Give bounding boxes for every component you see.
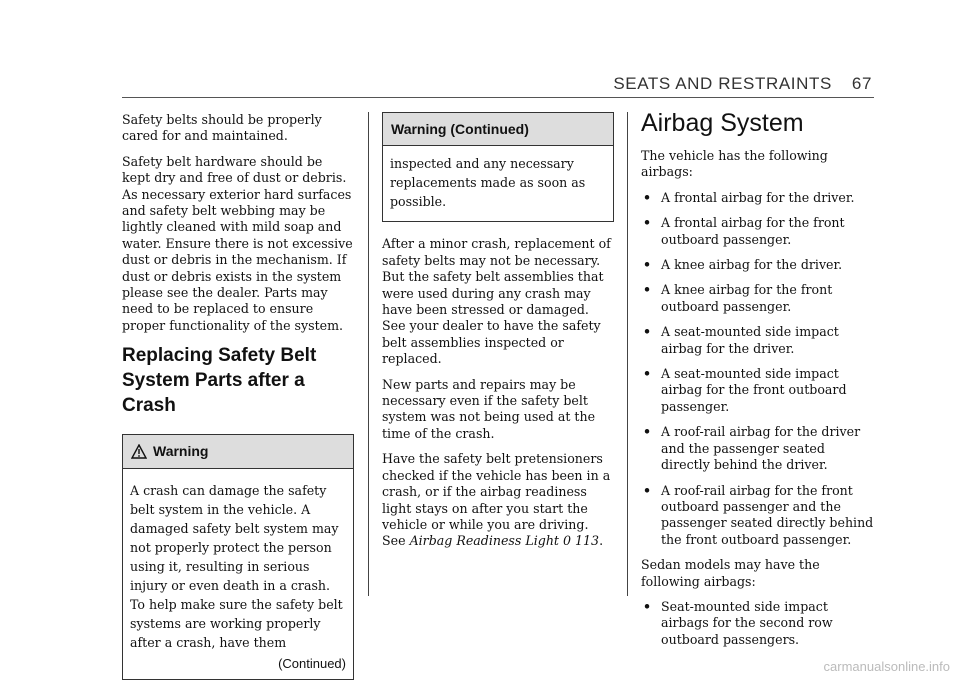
- warning-body: [123, 469, 353, 679]
- list-item: [641, 366, 877, 415]
- paragraph: After a minor crash, replacement of safety belts may not be necessary. But the safety belt assemblies that were used during any crash may have been stressed or damaged. See your dealer to have the safety belt assemblies inspected or replaced.: [382, 236, 611, 367]
- list-item-text: A roof-rail airbag for the driver and the passenger seated directly behind the driver.: [661, 424, 861, 473]
- paragraph: [382, 451, 614, 549]
- warning-box-continued: [382, 112, 614, 222]
- warning-body: [383, 146, 613, 221]
- sedan-airbag-list: [641, 599, 877, 648]
- bullet: •: [643, 424, 652, 440]
- page-number: 67: [851, 74, 872, 93]
- paragraph: Sedan models may have the following airbags:: [641, 557, 820, 589]
- watermark: carmanualsonline.info: [823, 659, 950, 674]
- header-rule: [122, 97, 874, 98]
- list-item: [641, 215, 877, 248]
- column-divider-2: [627, 112, 628, 596]
- warning-text: A crash can damage the safety belt system in the vehicle. A damaged safety belt system may not properly protect the person using it, resulting in serious injury or even death in a crash. To help make sure the safety belt systems are working properly after a crash, have them: [130, 482, 343, 650]
- list-item: [641, 599, 877, 648]
- list-item-text: A frontal airbag for the front outboard passenger.: [661, 215, 845, 247]
- column-2: [382, 112, 614, 559]
- warning-triangle-icon: [131, 444, 147, 459]
- section-heading: Airbag System: [641, 109, 804, 137]
- list-item-text: A seat-mounted side impact airbag for the driver.: [661, 324, 839, 356]
- list-item-text: A seat-mounted side impact airbag for the front outboard passenger.: [661, 366, 847, 414]
- list-item: [641, 190, 877, 206]
- bullet: •: [643, 257, 652, 273]
- paragraph: The vehicle has the following airbags:: [641, 148, 828, 180]
- column-3: [641, 109, 877, 657]
- warning-title: Warning: [153, 443, 209, 460]
- airbag-list: [641, 190, 877, 548]
- list-item: [641, 483, 877, 549]
- paragraph: Safety belt hardware should be kept dry and free of dust or debris. As necessary exterior hard surfaces and safety belt webbing may be lightly cleaned with mild soap and water. Ensure there is not excessive dust or debris in the mechanism. If dust or debris exists in the system please see the dealer. Parts may need to be replaced to ensure proper functionality of the system.: [122, 153, 353, 333]
- list-item: [641, 324, 877, 357]
- list-item: [641, 424, 877, 473]
- paragraph-text: Have the safety belt pretensioners checked if the vehicle has been in a crash, or if the airbag readiness light stays on after you start the vehicle or while you are driving. See: [382, 451, 611, 549]
- warning-title: Warning (Continued): [391, 121, 529, 137]
- list-item-text: Seat-mounted side impact airbags for the second row outboard passengers.: [661, 598, 833, 647]
- list-item-text: A frontal airbag for the driver.: [661, 189, 855, 205]
- warning-header: [383, 113, 613, 146]
- warning-box: [122, 434, 354, 679]
- bullet: •: [643, 215, 652, 231]
- bullet: •: [643, 189, 652, 205]
- list-item: [641, 257, 877, 273]
- cross-reference-page[interactable]: 0 113: [563, 533, 600, 549]
- paragraph: Safety belts should be properly cared for and maintained.: [122, 112, 322, 144]
- bullet: •: [643, 366, 652, 382]
- list-item-text: A roof-rail airbag for the front outboard passenger and the passenger seated directly behind the front outboard passenger.: [661, 482, 874, 547]
- bullet: •: [643, 598, 652, 614]
- list-item: [641, 282, 877, 315]
- paragraph-end: .: [599, 533, 604, 549]
- column-1: [122, 112, 354, 694]
- bullet: •: [643, 324, 652, 340]
- warning-header: [123, 435, 353, 468]
- section-heading: Replacing Safety Belt System Parts after a Crash: [122, 345, 317, 417]
- running-header: [613, 74, 872, 94]
- list-item-text: A knee airbag for the driver.: [661, 257, 843, 273]
- paragraph: New parts and repairs may be necessary even if the safety belt system was not being used at the time of the crash.: [382, 376, 596, 441]
- warning-text: inspected and any necessary replacements made as soon as possible.: [390, 156, 586, 210]
- list-item-text: A knee airbag for the front outboard passenger.: [661, 282, 833, 314]
- bullet: •: [643, 482, 652, 498]
- column-divider-1: [368, 112, 369, 596]
- continued-label: (Continued): [278, 655, 346, 671]
- cross-reference-link[interactable]: Airbag Readiness Light: [409, 533, 559, 549]
- section-title: SEATS AND RESTRAINTS: [613, 74, 832, 93]
- bullet: •: [643, 282, 652, 298]
